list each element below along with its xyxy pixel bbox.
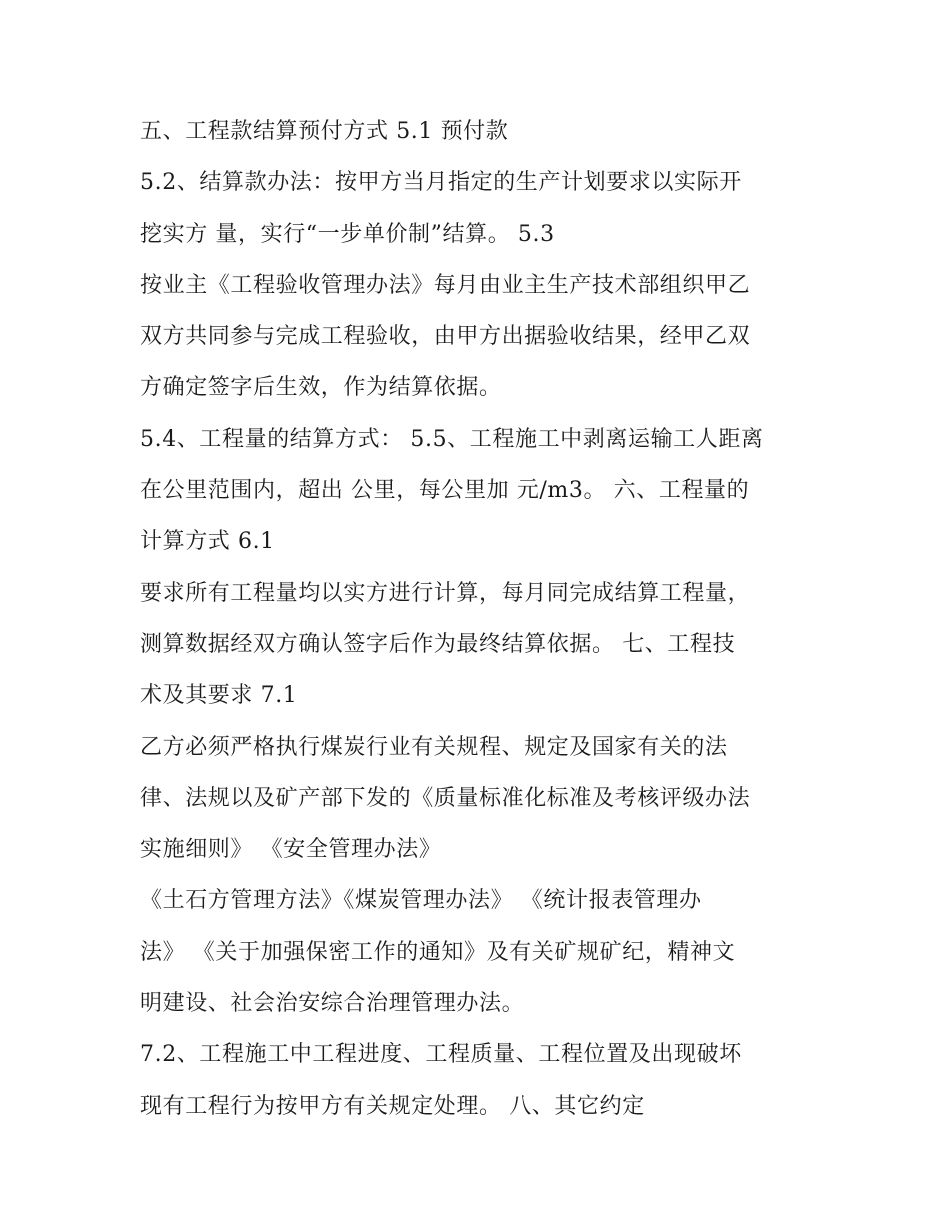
text-line: 计算方式 6.1: [140, 529, 275, 555]
text-line: 7.2、工程施工中工程进度、工程质量、工程位置及出现破坏: [140, 1042, 742, 1068]
text-line: 术及其要求 7.1: [140, 683, 298, 709]
document-body: [140, 106, 830, 1132]
text-line: 律、法规以及矿产部下发的《质量标准化标准及考核评级办法: [140, 785, 751, 811]
text-line: 乙方必须严格执行煤炭行业有关规程、规定及国家有关的法: [140, 734, 728, 760]
text-line: 明建设、社会治安综合治理管理办法。: [140, 991, 525, 1017]
text-line: 测算数据经双方确认签字后作为最终结算依据。 七、工程技: [140, 631, 736, 657]
text-line: 方确定签字后生效，作为结算依据。: [140, 375, 502, 401]
text-line: 现有工程行为按甲方有关规定处理。 八、其它约定: [140, 1093, 645, 1119]
text-line: 法》 《关于加强保密工作的通知》及有关矿规矿纪，精神文: [140, 939, 736, 965]
text-line: 5.4、工程量的结算方式： 5.5、工程施工中剥离运输工人距离: [140, 426, 764, 452]
text-line: 按业主《工程验收管理办法》每月由业主生产技术部组织甲乙: [140, 272, 751, 298]
text-line: 在公里范围内，超出 公里，每公里加 元/m3。 六、工程量的: [140, 478, 750, 504]
text-line: 实施细则》 《安全管理办法》: [140, 837, 442, 863]
text-line: 挖实方 量，实行“一步单价制”结算。 5.3: [140, 221, 555, 247]
text-line: 双方共同参与完成工程验收，由甲方出据验收结果，经甲乙双: [140, 324, 751, 350]
text-line: 五、工程款结算预付方式 5.1 预付款: [140, 119, 509, 144]
text-line: 要求所有工程量均以实方进行计算，每月同完成结算工程量，: [140, 580, 751, 606]
text-line: 5.2、结算款办法：按甲方当月指定的生产计划要求以实际开: [140, 170, 742, 196]
text-line: 《土石方管理方法》《煤炭管理办法》 《统计报表管理办: [140, 888, 702, 914]
